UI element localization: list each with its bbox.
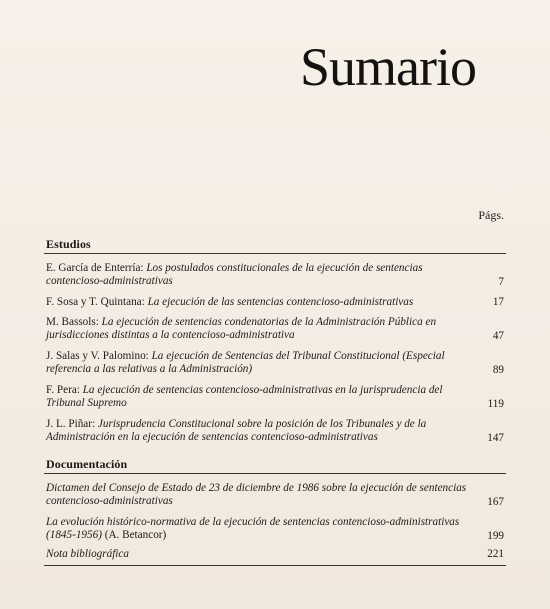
entry-author: M. Bassols:	[46, 316, 102, 328]
toc-entry	[46, 482, 468, 508]
entry-title: Los postulados constitucionales de la ejecución de sentencias contencioso-administrativas	[46, 262, 423, 288]
section-heading-estudios: Estudios	[46, 237, 91, 251]
page-title: Sumario	[300, 37, 476, 97]
entry-page-number: 147	[487, 432, 504, 444]
toc-entry	[46, 316, 468, 342]
entry-title: La evolución histórico-normativa de la ejecución de sentencias contencioso-administrativas (1845-1956)	[46, 516, 460, 542]
entry-page-number: 199	[487, 530, 504, 542]
pages-column-label: Págs.	[478, 208, 504, 222]
entry-title: Nota bibliográfica	[46, 548, 129, 560]
entry-title: Jurisprudencia Constitucional sobre la posición de los Tribunales y de la Administración en la ejecución de sentencias contencioso-administrativas	[46, 418, 427, 444]
toc-entry	[46, 350, 468, 376]
toc-entry	[46, 516, 468, 542]
entry-title: La ejecución de sentencias condenatorias de la Administración Pública en jurisdicciones distintas a la contencioso-administrativa	[46, 316, 437, 342]
toc-entry	[46, 384, 468, 410]
entry-author: E. García de Enterría:	[46, 262, 147, 274]
entry-title: La ejecución de sentencias contencioso-administrativas en la jurisprudencia del Tribunal Supremo	[46, 384, 443, 410]
entry-page-number: 119	[487, 398, 504, 410]
entry-page-number: 221	[487, 548, 504, 560]
entry-author: J. Salas y V. Palomino:	[46, 350, 152, 362]
entry-page-number: 7	[498, 276, 504, 288]
toc-entry	[46, 548, 468, 561]
entry-title: La ejecución de Sentencias del Tribunal Constitucional (Especial referencia a las relativas a la Administración)	[46, 350, 445, 376]
entry-author: F. Pera:	[46, 384, 83, 396]
entry-title: Dictamen del Consejo de Estado de 23 de diciembre de 1986 sobre la ejecución de sentencias contencioso-administrativas	[46, 482, 467, 508]
toc-entry	[46, 262, 468, 288]
toc-entry	[46, 296, 468, 309]
entry-page-number: 47	[492, 330, 504, 342]
section-divider	[44, 253, 506, 254]
entry-author: F. Sosa y T. Quintana:	[46, 296, 148, 308]
entry-page-number: 17	[492, 296, 504, 308]
toc-entry	[46, 418, 468, 444]
entry-title: La ejecución de las sentencias contencioso-administrativas	[147, 296, 414, 308]
entry-page-number: 167	[487, 496, 504, 508]
entry-page-number: 89	[492, 364, 504, 376]
entry-author: J. L. Piñar:	[46, 418, 98, 430]
entry-author: (A. Betancor)	[101, 529, 167, 542]
bottom-rule	[44, 565, 506, 566]
section-divider	[44, 473, 506, 474]
section-heading-documentacion: Documentación	[46, 457, 128, 471]
